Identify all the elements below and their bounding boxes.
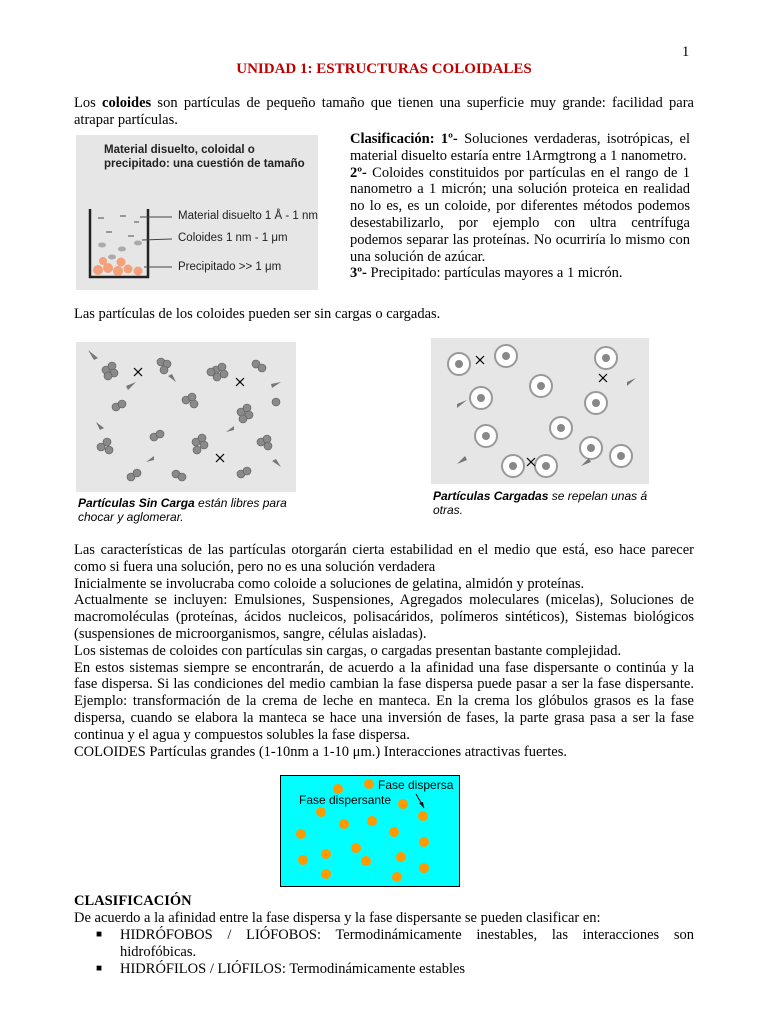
class-item-3: 3º- Precipitado: partículas mayores a 1 micrón. (350, 265, 623, 282)
body-paragraph: Los sistemas de coloides con partículas sin cargas, o cargadas presentan bastante complejidad. (74, 642, 622, 659)
size-diagram-title-2: precipitado: una cuestión de tamaño (104, 158, 305, 170)
list-item: ■ HIDRÓFOBOS / LIÓFOBOS: Termodinámicamente inestables, las interacciones son hidrofóbicas. (96, 927, 694, 960)
section-intro: De acuerdo a la afinidad entre la fase dispersa y la fase dispersante se pueden clasificar en: (74, 910, 601, 926)
bullet-icon: ■ (96, 929, 103, 940)
page-title: UNIDAD 1: ESTRUCTURAS COLOIDALES (236, 61, 532, 77)
charged-particles-illustration (431, 338, 649, 484)
body-paragraph: Actualmente se incluyen: Emulsiones, Suspensiones, Agregados moleculares (micelas), Soluciones de macromoléculas (proteínas, ácidos nucleicos, polisacáridos, polímeros sintéticos), Sistemas biológicos (suspensiones de microorganismos, sangre, células aisladas). (74, 592, 694, 642)
body-paragraph: En estos sistemas siempre se encontrarán, de acuerdo a la afinidad una fase dispersante o continúa y la fase dispersa. Si las condiciones del medio cambian la fase dispersa puede pasar a ser la fase dispersante. Ejemplo: transformación de la crema de leche en manteca. En la crema los glóbulos grasos es la fase dispersa, cuando se elabora la manteca se hace una inversión de fases, la parte grasa pasa a ser la fase continua y el agua y compuestos solubles la fase dispersa. (74, 659, 694, 743)
body-paragraph: Las características de las partículas otorgarán cierta estabilidad en el medio que está, eso hace parecer como si fuera una solución, pero no es una solución verdadera (74, 542, 694, 575)
charges-intro: Las partículas de los coloides pueden ser sin cargas o cargadas. (74, 306, 441, 322)
charged-particles-figure (431, 338, 649, 484)
label-precipitate: Precipitado >> 1 μm (178, 261, 282, 273)
list-item: ■ HIDRÓFILOS / LIÓFILOS: Termodinámicamente estables (96, 960, 466, 977)
body-text (74, 542, 694, 760)
intro-paragraph: Los coloides son partículas de pequeño tamaño que tienen una superficie muy grande: facilidad para atrapar partículas. (74, 95, 694, 128)
uncharged-particles-figure (76, 342, 296, 492)
phase-diagram (280, 775, 460, 887)
section-heading: CLASIFICACIÓN (74, 893, 192, 909)
class-item-2: 2º- Coloides constituidos por partículas en el rango de 1 nanometro a 1 micrón; una solución proteica en realidad no lo es, es un coloide, por diferentes métodos podemos desestabilizarlo, por ejemplo con ultra centrífuga podemos separar las proteínas. No ocurriría lo mismo con una solución de azúcar. (350, 164, 690, 265)
intro-term: coloides (102, 95, 152, 111)
uncharged-particles-illustration (76, 342, 296, 492)
classification-side-text (350, 131, 690, 282)
body-paragraph: COLOIDES Partículas grandes (1-10nm a 1-10 μm.) Interacciones atractivas fuertes. (74, 743, 567, 760)
size-diagram-title-1: Material disuelto, coloidal o (104, 144, 255, 156)
uncharged-caption: Partículas Sin Carga están libres para chocar y aglomerar. (78, 496, 287, 524)
bullet-icon: ■ (96, 962, 103, 974)
charged-caption: Partículas Cargadas se repelan unas á otras. (433, 489, 648, 517)
label-dissolved: Material disuelto 1 Å - 1 nm (178, 210, 318, 222)
classification-list (74, 927, 694, 977)
label-dispersant-phase: Fase dispersante (299, 793, 392, 807)
page-number: 1 (682, 44, 690, 60)
body-paragraph: Inicialmente se involucraba como coloide a soluciones de gelatina, almidón y proteínas. (74, 575, 585, 592)
label-colloids: Coloides 1 nm - 1 μm (178, 232, 288, 244)
size-diagram (76, 135, 318, 290)
label-dispersed-phase: Fase dispersa (378, 778, 454, 792)
class-item-1: Clasificación: 1º- Soluciones verdaderas, isotrópicas, el material disuelto estaría entre 1Armgtrong a 1 nanometro. (350, 131, 691, 164)
